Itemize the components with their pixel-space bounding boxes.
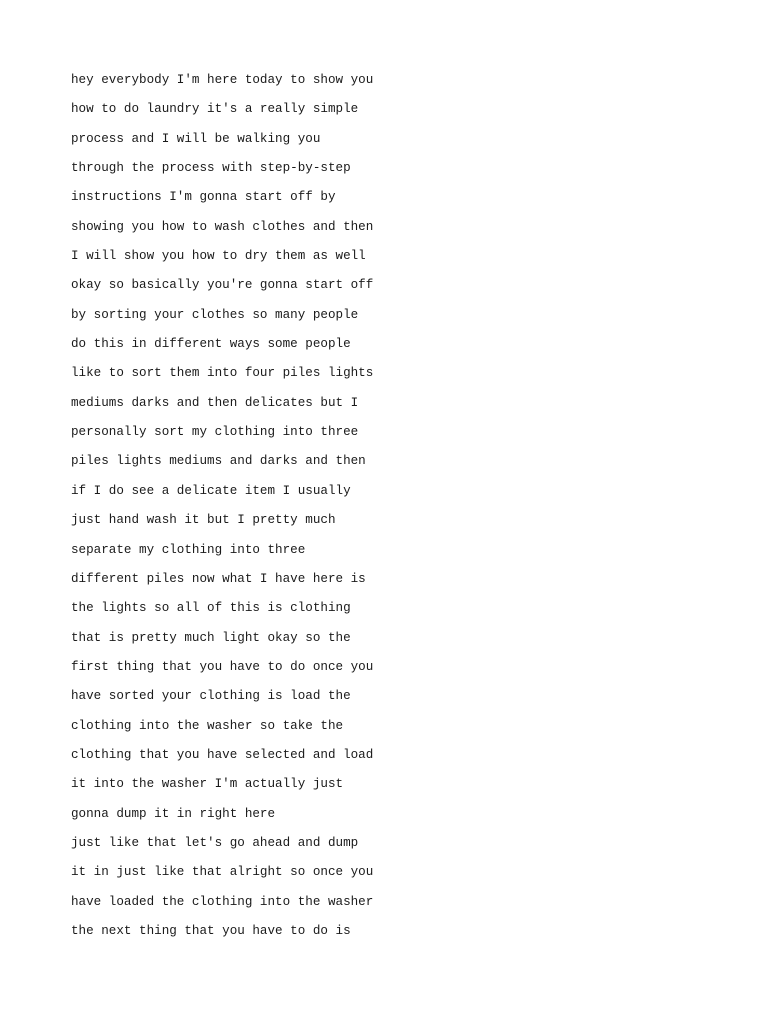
text-line: showing you how to wash clothes and then [71,219,374,234]
text-line: how to do laundry it's a really simple [71,102,359,117]
text-line: separate my clothing into three [71,542,306,557]
text-line: by sorting your clothes so many people [71,307,359,322]
text-line: clothing that you have selected and load [71,747,374,762]
text-line: have loaded the clothing into the washer [71,894,374,909]
text-line: through the process with step-by-step [71,161,351,176]
text-line: different piles now what I have here is [71,571,366,586]
text-line: have sorted your clothing is load the [71,689,351,704]
text-line: the lights so all of this is clothing [71,601,351,616]
text-line: it into the washer I'm actually just [71,777,344,792]
text-line: just like that let's go ahead and dump [71,835,359,850]
text-line: okay so basically you're gonna start off [71,278,374,293]
text-line: do this in different ways some people [71,337,351,352]
text-line: gonna dump it in right here [71,806,276,821]
text-line: like to sort them into four piles lights [71,366,374,381]
text-line: process and I will be walking you [71,131,321,146]
text-line: just hand wash it but I pretty much [71,513,336,528]
text-line: the next thing that you have to do is [71,923,351,938]
text-line: that is pretty much light okay so the [71,630,351,645]
text-line: mediums darks and then delicates but I [71,395,359,410]
text-line: piles lights mediums and darks and then [71,454,366,469]
text-line: if I do see a delicate item I usually [71,483,351,498]
transcript-text [71,66,711,946]
text-line: personally sort my clothing into three [71,425,359,440]
text-line: instructions I'm gonna start off by [71,190,336,205]
text-line: clothing into the washer so take the [71,718,344,733]
text-line: first thing that you have to do once you [71,659,374,674]
text-line: hey everybody I'm here today to show you [71,73,374,87]
text-line: it in just like that alright so once you [71,865,374,880]
text-line: I will show you how to dry them as well [71,249,366,264]
